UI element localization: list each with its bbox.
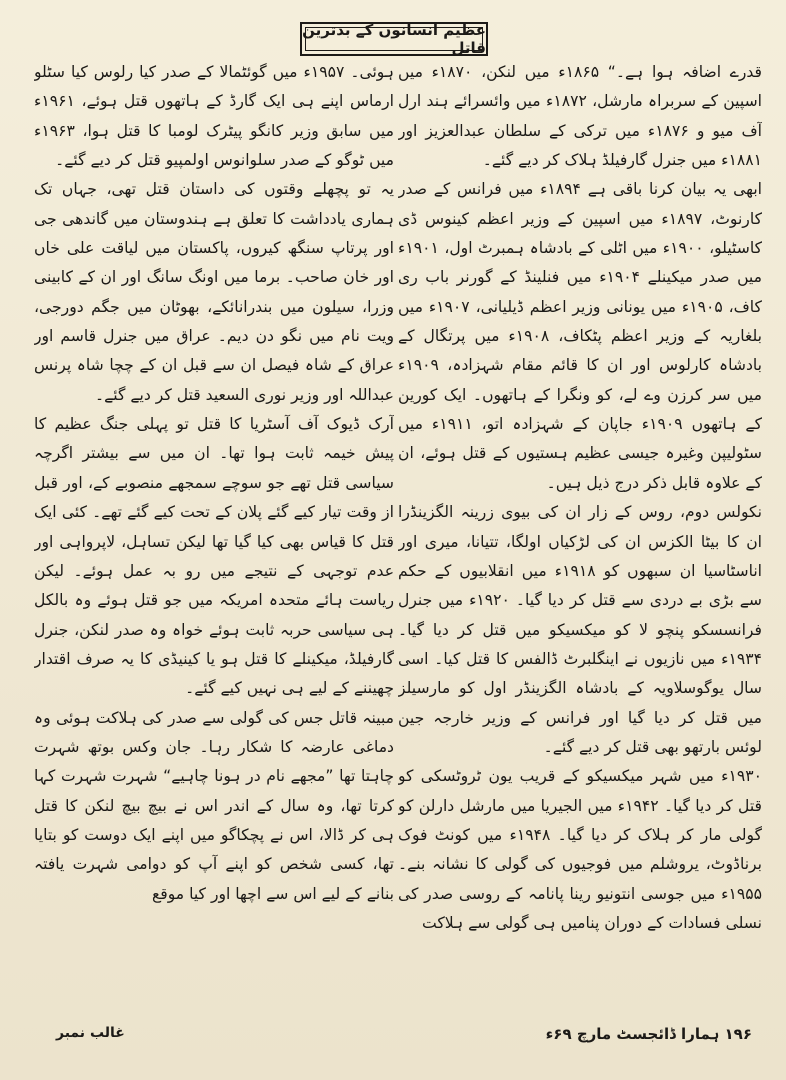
paragraph: ابھی یہ بیان کرنا باقی ہے ۱۸۹۴ء میں فرانس کے صدر کارنوٹ، ۱۸۹۷ء میں اسپین کے وزیر اعظم کینوس ڈی کاسٹیلو، ۱۹۰۰ء میں اٹلی کے بادشاہ ہمبرٹ اول، ۱۹۰۱ء میں صدر میکینلے ۱۹۰۴ء میں فنلینڈ کے گورنر باب ری کاف، ۱۹۰۵ء میں یونانی وزیر اعظم ڈیلیانی، ۱۹۰۷ء میں بلغاریہ کے وزیر اعظم پٹکاف، ۱۹۰۸ء میں پرتگال کے بادشاہ کارلوس اور ان کا قائم مقام شہزادہ، ۱۹۰۹ء میں سر کرزن وے لے، کو ونگرا کے ہاتھوں۔ ایک کورین کے ہاتھوں ۱۹۰۹ء جاپان کے شہزادہ اتو، ۱۹۱۱ء میں سٹولیپن وغیرہ جیسی عظیم ہستیوں کے قتل ہوئے، ان کے علاوہ قابل ذکر درج ذیل ہیں۔: [398, 180, 762, 492]
paragraph: ہوئی۔ ۱۹۵۷ء میں گوئٹمالا کے صدر کیا رلوس کیا سٹلو ارماس اپنے ہی ایک گارڈ کے ہاتھوں قتل ہوئے، ۱۹۶۱ء میں سابق وزیر کانگو پیٹرک لومبا کا قتل ہوا، ۱۹۶۳ء میں ٹوگو کے صدر سلوانوس اولمپیو قتل کر دیے گئے۔: [34, 63, 394, 170]
paragraph: نکولس دوم، روس کے زار ان کی بیوی زرینہ الگزینڈرا ان کا بیٹا الکزس ان کی لڑکیاں اولگا، تتیانا، میری اور اناسٹاسیا ان سبھوں کو ۱۹۱۸ء میں انقلابیوں کے حکم سے بڑی بے دردی سے قتل کر دیا گیا۔ ۱۹۲۰ء میں جنرل فرانسسکو پنچو لا کو میکسیکو میں قتل کر دیا گیا۔ ۱۹۳۴ء میں نازیوں نے اینگلبرٹ ڈالفس کا قتل کیا۔ اسی سال یوگوسلاویہ کے بادشاہ الگزینڈر اول کو مارسیلز میں قتل کر دیا گیا اور فرانس کے وزیر خارجہ جین لوئس بارتھو بھی قتل کر دیے گئے۔: [398, 503, 762, 756]
paragraph: قدرے اضافہ ہوا ہے۔“ ۱۸۶۵ء میں لنکن، ۱۸۷۰ء میں اسپین کے سربراہ مارشل، ۱۸۷۲ء میں وائسرائے ہند ارل آف میو و ۱۸۷۶ء میں ترکی کے سلطان عبدالعزیز اور ۱۸۸۱ء میں جنرل گارفیلڈ ہلاک کر دیے گئے۔: [398, 63, 762, 170]
article-title-text: عظیم انسانوں کے بدترین قاتل: [302, 21, 486, 57]
right-column: [398, 58, 762, 988]
article-title: [300, 22, 488, 56]
left-column: [34, 58, 394, 988]
paragraph: مبینہ قاتل جس کی گولی سے صدر کی ہلاکت ہوئی وہ دماغی عارضہ کا شکار رہا۔ جان وکس بوتھ شہرت چاہتا تھا ”مجھے نام در ہونا چاہیے“ شہرت شہرت کہا کرتا تھا، وہ سال کے اندر اس نے بیچ بیچ لنکن کا قتل ہی کر ڈالا، اس نے پچکاگو میں اپنے ایک دوست کو بتایا تھا، کسی شخص کو اپنے آپ کو دوامی شہرت یافتہ بنانے کے لیے اس سے اچھا اور کیا موقع: [34, 708, 394, 903]
paragraph: یہ تو پچھلے وقتوں کی داستان قتل تھی، جہاں تک ہماری یادداشت کا تعلق ہے ہندوستان میں گاندھی جی اور پرتاپ سنگھ کیروں، پاکستان میں لیاقت علی خاں اور خان صاحب۔ برما میں اونگ سانگ اور ان کے کابینی وزرا، سیلون میں بندرانائکے، بھوٹان میں جگم دورجی، ویت نام میں نگو دن دیم۔ عراق میں جنرل قاسم اور عراق کے شاہ فیصل ان سے قبل ان کے چچا شاہ پرنس عبداللہ اور وزیر نوری السعید قتل کر دیے گئے۔: [34, 180, 394, 404]
paragraph: آرک ڈیوک آف آسٹریا کا قتل تو پہلی جنگ عظیم کا پیش خیمہ ثابت ہوا تھا۔ ان میں سے بیشتر اگرچہ سیاسی قتل تھے جو سوچے سمجھے منصوبے کے، اور قبل از وقت تیار کیے گئے پلان کے تحت کیے گئے تھے۔ کئی ایک قتل کا قیاس بھی کیا گیا تھا لیکن تساہل، لاپرواہی اور عدم توجہی کے نتیجے میں رو بہ عمل ہوئے۔ لیکن ریاست ہائے متحدہ امریکہ میں جو قتل ہوئے وہ بالکل ہی سیاسی حربہ ثابت ہوئے خواہ وہ صدر لنکن، جنرل گارفیلڈ، میکینلے کا قتل ہو یا کینیڈی کا یہ صرف اقتدار چھیننے کے لیے ہی نہیں کیے گئے۔: [34, 415, 394, 698]
issue-tag: غالب نمبر: [56, 1025, 125, 1041]
page-footer-info: ۱۹۶ ہمارا ڈائجسٹ مارچ ۶۹ء: [545, 1025, 752, 1043]
paragraph: ۱۹۳۰ء میں شہر میکسیکو کے قریب یون ٹروٹسکی کو قتل کر دیا گیا۔ ۱۹۴۲ء میں الجیریا میں مارشل دارلن کو گولی مار کر ہلاک کر دیا گیا۔ ۱۹۴۸ء میں کونٹ فوک برناڈوٹ، یروشلم میں فوجیوں کی گولی کا نشانہ بنے۔ ۱۹۵۵ء میں جوسی انتونیو رینا پانامہ کے روسی صدر کی نسلی فسادات کے دوران پنامیں ہی گولی سے ہلاکت: [398, 767, 762, 932]
